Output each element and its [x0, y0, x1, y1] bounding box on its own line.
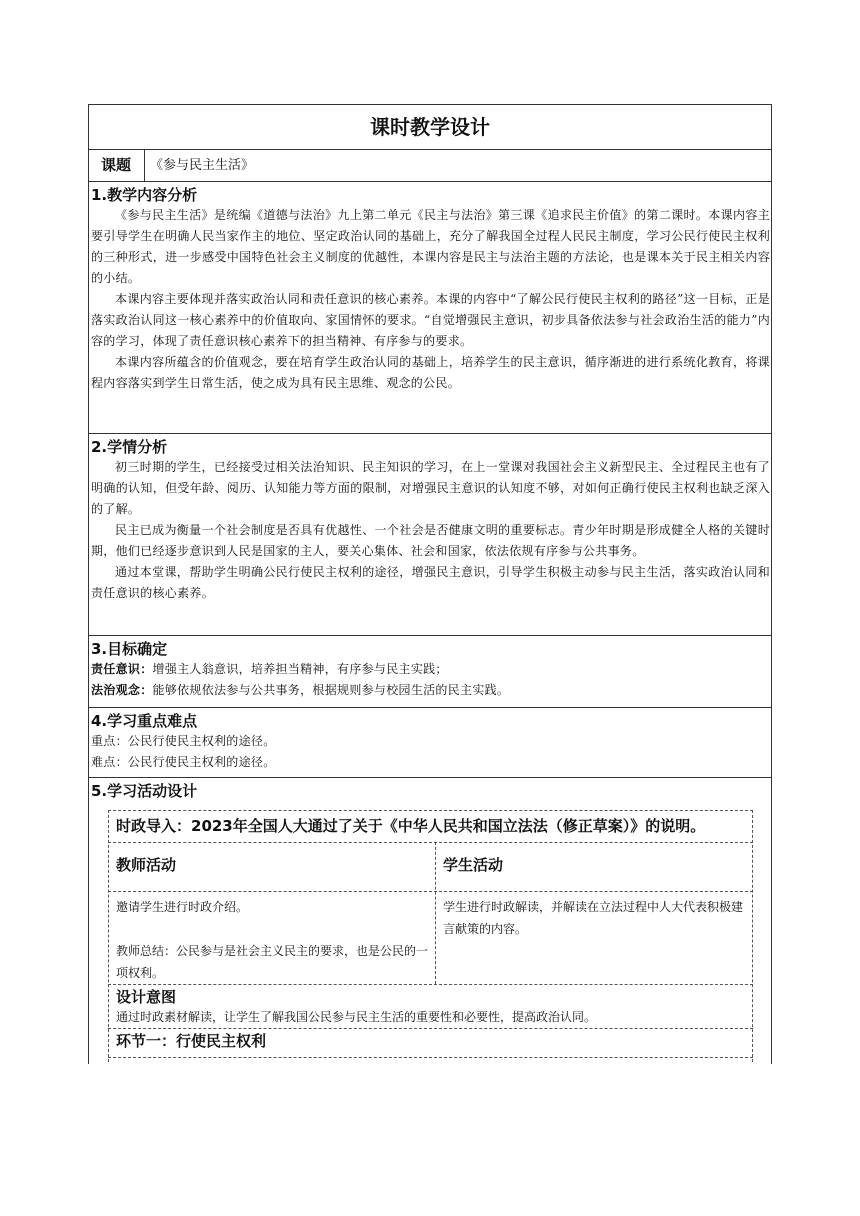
objective-text: 增强主人翁意识，培养担当精神，有序参与民主实践； [152, 662, 448, 676]
topic-value: 《参与民主生活》 [150, 158, 255, 173]
divider [108, 891, 753, 892]
page-title: 课时教学设计 [88, 104, 772, 150]
section-heading: 2.学情分析 [91, 438, 168, 456]
section-heading: 3.目标确定 [91, 640, 168, 658]
section-student-analysis [88, 434, 772, 636]
section-objectives [88, 636, 772, 708]
divider [108, 1057, 753, 1058]
divider [108, 984, 753, 985]
section-heading: 5.学习活动设计 [91, 782, 198, 800]
section-key-points [88, 708, 772, 778]
topic-row [88, 150, 772, 182]
teacher-activity-text: 邀请学生进行时政介绍。 [116, 900, 249, 914]
student-activity-header: 学生活动 [443, 856, 504, 874]
objective-key: 责任意识： [91, 662, 153, 676]
key-point: 重点：公民行使民主权利的途径。 [91, 734, 276, 748]
paragraph: 本课内容所蕴含的价值观念，要在培育学生政治认同的基础上，培养学生的民主意识，循序渐进的进行系统化教育，将课程内容落实到学生日常生活，使之成为具有民主思维、观念的公民。 [91, 355, 770, 390]
section-content-analysis [88, 182, 772, 434]
teacher-activity-header: 教师活动 [116, 856, 177, 874]
objective-text: 能够依规依法参与公共事务，根据规则参与校园生活的民主实践。 [152, 683, 510, 697]
activity-lead: 时政导入：2023年全国人大通过了关于《中华人民共和国立法法（修正草案）》的说明。 [116, 817, 706, 835]
paragraph: 本课内容主要体现并落实政治认同和责任意识的核心素养。本课的内容中“了解公民行使民主权利的路径”这一目标，正是落实政治认同这一核心素养中的价值取向、家国情怀的要求。“自觉增强民主意识，初步具备依法参与社会政治生活的能力”内容的学习，体现了责任意识核心素养下的担当精神、有序参与的要求。 [91, 292, 770, 348]
paragraph: 通过本堂课，帮助学生明确公民行使民主权利的途径，增强民主意识，引导学生积极主动参与民主生活，落实政治认同和责任意识的核心素养。 [91, 565, 770, 600]
objective-line [91, 659, 770, 680]
student-activity-text: 学生进行时政解读，并解读在立法过程中人大代表积极建言献策的内容。 [443, 900, 744, 936]
divider [108, 1028, 753, 1029]
section-heading: 4.学习重点难点 [91, 712, 198, 730]
paragraph: 初三时期的学生，已经接受过相关法治知识、民主知识的学习，在上一堂课对我国社会主义新型民主、全过程民主也有了明确的认知，但受年龄、阅历、认知能力等方面的限制，对增强民主意识的认知度不够，对如何正确行使民主权利也缺乏深入的了解。 [91, 460, 770, 516]
topic-label: 课题 [88, 150, 145, 181]
paragraph: 民主已成为衡量一个社会制度是否具有优越性、一个社会是否健康文明的重要标志。青少年时期是形成健全人格的关键时期，他们已经逐步意识到人民是国家的主人，要关心集体、社会和国家，依法依规有序参与公共事务。 [91, 523, 770, 558]
design-intent-header: 设计意图 [116, 988, 177, 1006]
paragraph: 《参与民主生活》是统编《道德与法治》九上第二单元《民主与法治》第三课《追求民主价值》的第二课时。本课内容主要引导学生在明确人民当家作主的地位、坚定政治认同的基础上，充分了解我国全过程人民民主制度，学习公民行使民主权利的三种形式，进一步感受中国特色社会主义制度的优越性，本课内容是民主与法治主题的方法论，也是课本关于民主相关内容的小结。 [91, 208, 770, 285]
teacher-activity-text: 教师总结：公民参与是社会主义民主的要求，也是公民的一项权利。 [116, 944, 429, 980]
difficult-point: 难点：公民行使民主权利的途径。 [91, 755, 276, 769]
design-intent-text: 通过时政素材解读，让学生了解我国公民参与民主生活的重要性和必要性，提高政治认同。 [116, 1010, 597, 1024]
objective-line [91, 680, 770, 701]
section-heading: 1.教学内容分析 [91, 186, 198, 204]
objective-key: 法治观念： [91, 683, 153, 697]
step-title: 环节一：行使民主权利 [116, 1032, 267, 1050]
